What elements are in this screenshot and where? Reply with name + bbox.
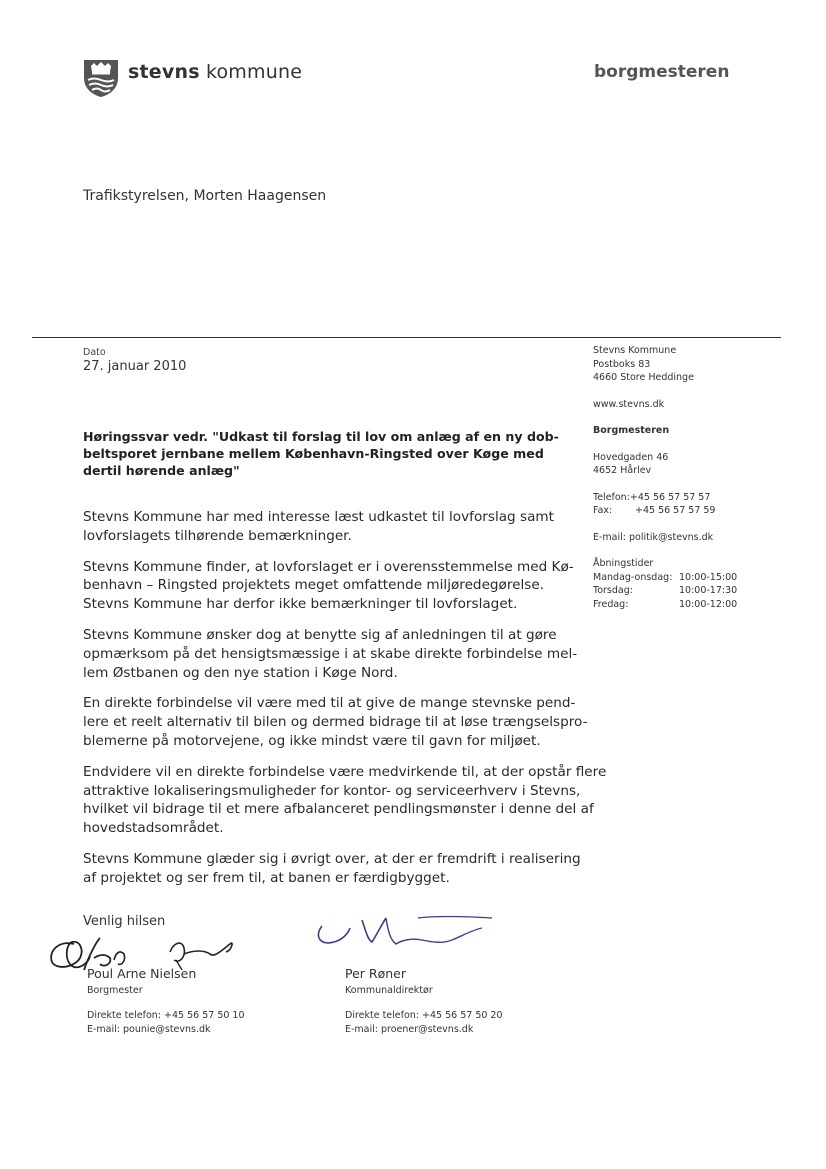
logo-wordmark-bold: stevns xyxy=(128,61,200,83)
sender-postbox: Postboks 83 xyxy=(593,358,651,370)
hours-time: 10:00-17:30 xyxy=(679,585,738,596)
phone-label: Telefon: xyxy=(593,491,630,503)
body-paragraph xyxy=(83,763,607,838)
department-title: borgmesteren xyxy=(594,62,730,82)
signatory-phone: Direkte telefon: +45 56 57 50 10 xyxy=(87,1010,245,1021)
hours-day: Mandag-onsdag: xyxy=(593,571,673,583)
subject-line: dertil hørende anlæg" xyxy=(83,463,240,478)
signatory-name: Poul Arne Nielsen xyxy=(87,966,197,981)
email-row xyxy=(593,531,783,545)
hours-row xyxy=(593,571,783,585)
hours-time: 10:00-12:00 xyxy=(679,598,738,610)
body-line: En direkte forbindelse vil være med til at give de mange stevnske pend- xyxy=(83,695,576,712)
signatory-phone: Direkte telefon: +45 56 57 50 20 xyxy=(345,1010,503,1021)
signatory-title: Kommunaldirektør xyxy=(345,985,433,996)
body-paragraph xyxy=(83,850,583,888)
hours-row xyxy=(593,584,783,598)
office-city: 4652 Hårlev xyxy=(593,465,652,476)
subject-line: Høringssvar vedr. "Udkast til forslag til lov om anlæg af en ny dob- xyxy=(83,429,559,444)
sender-city: 4660 Store Heddinge xyxy=(593,372,694,383)
body-line: hvilket vil bidrage til et mere afbalanceret pendlingsmønster i denne del af xyxy=(83,801,594,818)
hours-row xyxy=(593,598,783,612)
sender-org: Stevns Kommune xyxy=(593,345,677,356)
office-title: Borgmesteren xyxy=(593,425,670,436)
fax-label: Fax: xyxy=(593,505,613,516)
subject-line: beltsporet jernbane mellem København-Ringsted over Køge med xyxy=(83,446,544,461)
fax-value: +45 56 57 57 59 xyxy=(635,505,716,516)
body-line: opmærksom på det hensigtsmæssige i at skabe direkte forbindelse mel- xyxy=(83,645,578,662)
body-line: Stevns Kommune finder, at lovforslaget er i overensstemmelse med Kø- xyxy=(83,558,574,575)
municipality-crest-logo xyxy=(82,58,120,98)
hours-day: Fredag: xyxy=(593,598,629,610)
body-paragraph xyxy=(83,558,583,614)
office-street: Hovedgaden 46 xyxy=(593,451,669,463)
signatory-name: Per Røner xyxy=(345,966,406,981)
email-label: E-mail: xyxy=(593,531,626,543)
recipient-line: Trafikstyrelsen, Morten Haagensen xyxy=(83,188,327,204)
body-line: Stevns Kommune ønsker dog at benytte sig af anledningen til at gøre xyxy=(83,626,557,643)
body-line: lem Østbanen og den nye station i Køge Nord. xyxy=(83,664,398,681)
signatory-title: Borgmester xyxy=(87,985,143,996)
body-line: af projektet og ser frem til, at banen er færdigbygget. xyxy=(83,869,450,886)
body-line: Endvidere vil en direkte forbindelse være medvirkende til, at der opstår flere xyxy=(83,763,607,780)
horizontal-divider xyxy=(32,337,781,338)
letter-subject xyxy=(83,428,583,479)
signatory-mayor xyxy=(87,966,245,1036)
handwritten-signature-director xyxy=(312,910,497,955)
signatory-director xyxy=(345,966,503,1036)
body-paragraph xyxy=(83,508,583,546)
body-line: benhavn – Ringsted projektets meget omfattende miljøredegørelse. xyxy=(83,577,545,594)
hours-day: Torsdag: xyxy=(593,585,633,596)
body-line: Stevns Kommune har derfor ikke bemærkninger til lovforslaget. xyxy=(83,596,518,613)
body-line: Stevns Kommune har med interesse læst udkastet til lovforslag samt xyxy=(83,509,554,525)
signatory-email: E-mail: pounie@stevns.dk xyxy=(87,1023,211,1035)
logo-wordmark xyxy=(128,61,302,83)
date-value: 27. januar 2010 xyxy=(83,359,187,374)
body-line: lovforslagets tilhørende bemærkninger. xyxy=(83,527,352,544)
fax-row xyxy=(593,504,783,518)
body-line: hovedstadsområdet. xyxy=(83,820,224,837)
body-line: Stevns Kommune glæder sig i øvrigt over, at der er fremdrift i realisering xyxy=(83,850,581,867)
date-label: Dato xyxy=(83,347,106,358)
signatory-email: E-mail: proener@stevns.dk xyxy=(345,1023,474,1035)
logo-wordmark-regular: kommune xyxy=(205,61,303,83)
sender-website: www.stevns.dk xyxy=(593,398,665,410)
body-paragraph xyxy=(83,626,583,682)
body-line: lere et reelt alternativ til bilen og dermed bidrage til at løse trængselspro- xyxy=(83,714,588,731)
body-line: blemerne på motorvejene, og ikke mindst være til gavn for miljøet. xyxy=(83,732,541,749)
body-paragraph xyxy=(83,694,588,750)
sender-address-block xyxy=(593,344,783,611)
body-line: attraktive lokaliseringsmuligheder for kontor- og serviceerhverv i Stevns, xyxy=(83,782,581,799)
hours-time: 10:00-15:00 xyxy=(679,571,738,583)
closing-salutation: Venlig hilsen xyxy=(83,914,166,929)
phone-value: +45 56 57 57 57 xyxy=(629,491,711,503)
email-value: politik@stevns.dk xyxy=(629,531,714,543)
opening-hours-title: Åbningstider xyxy=(593,558,654,569)
phone-row xyxy=(593,491,783,505)
